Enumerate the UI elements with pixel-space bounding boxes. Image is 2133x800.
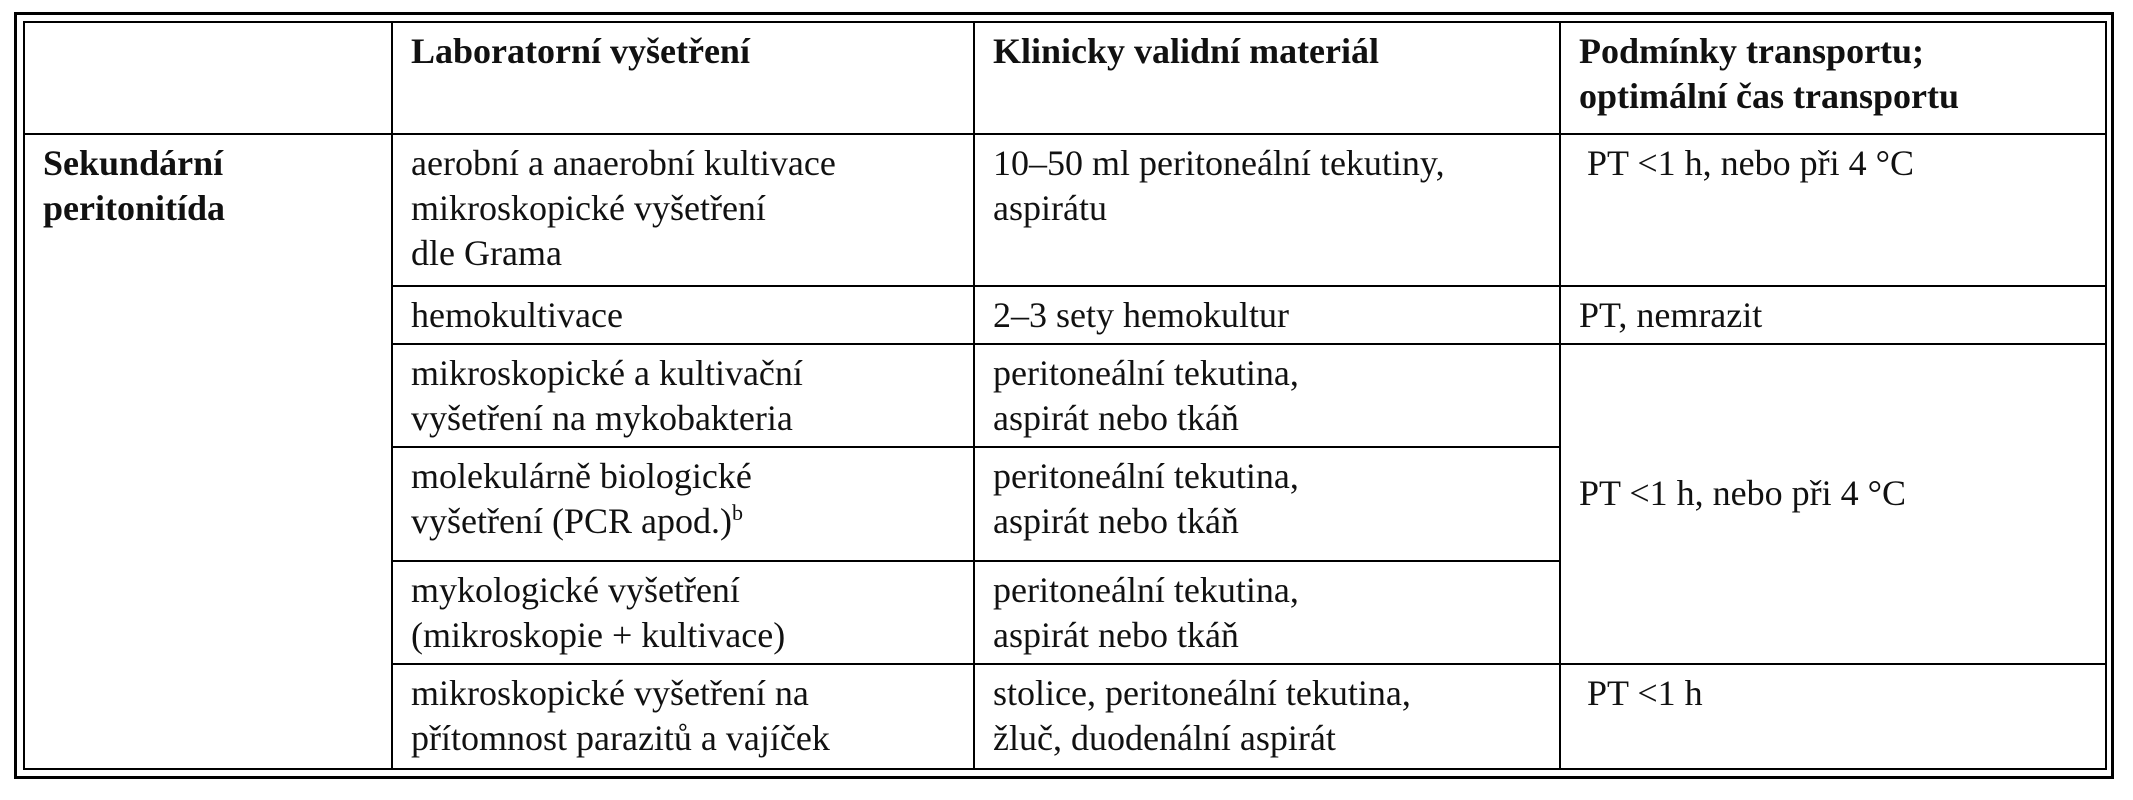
lab-table [23, 21, 2107, 770]
exam-line: přítomnost parazitů a vajíček [411, 718, 830, 759]
exam-line: mikroskopické vyšetření na [411, 673, 809, 714]
exam-line: mikroskopické a kultivační [411, 352, 803, 393]
transport-cell: PT <1 h, nebo při 4 °C [1560, 134, 2106, 286]
material-line: 2–3 sety hemokultur [993, 294, 1289, 335]
material-line: stolice, peritoneální tekutina, [993, 673, 1411, 714]
table-header-row [24, 22, 2106, 134]
diagnosis-line2: peritonitída [43, 187, 226, 228]
diagnosis-line1: Sekundární [43, 142, 224, 183]
material-line: aspirát nebo tkáň [993, 397, 1239, 438]
exam-cell [392, 664, 974, 769]
material-line: 10–50 ml peritoneální tekutiny, [993, 142, 1445, 183]
header-transport-line1: Podmínky transportu; [1579, 31, 1925, 71]
footnote-marker: b [731, 500, 743, 526]
diagnosis-cell [24, 134, 392, 769]
exam-line: aerobní a anaerobní kultivace [411, 142, 836, 183]
material-line: aspirát nebo tkáň [993, 614, 1239, 655]
exam-cell [392, 561, 974, 665]
exam-line: molekulárně biologické [411, 456, 752, 497]
exam-line: (mikroskopie + kultivace) [411, 614, 786, 655]
material-cell [974, 286, 1560, 344]
header-empty-cell [24, 22, 392, 134]
exam-line [411, 499, 955, 544]
exam-text: vyšetření (PCR apod.) [411, 501, 732, 542]
material-cell [974, 447, 1560, 561]
table-frame [14, 12, 2114, 779]
material-cell [974, 344, 1560, 448]
material-line: peritoneální tekutina, [993, 352, 1299, 393]
transport-merged-cell: PT <1 h, nebo při 4 °C [1560, 344, 2106, 665]
exam-line: vyšetření na mykobakteria [411, 397, 793, 438]
material-line: peritoneální tekutina, [993, 456, 1299, 497]
material-line: žluč, duodenální aspirát [993, 718, 1336, 759]
transport-cell: PT, nemrazit [1560, 286, 2106, 344]
material-line: aspirátu [993, 187, 1107, 228]
material-cell [974, 561, 1560, 665]
exam-line: mykologické vyšetření [411, 569, 740, 610]
exam-cell [392, 286, 974, 344]
transport-cell: PT <1 h [1560, 664, 2106, 769]
exam-cell [392, 344, 974, 448]
material-cell [974, 664, 1560, 769]
exam-cell [392, 134, 974, 286]
header-material: Klinicky validní materiál [974, 22, 1560, 134]
exam-cell [392, 447, 974, 561]
material-line: aspirát nebo tkáň [993, 501, 1239, 542]
header-lab-exam: Laboratorní vyšetření [392, 22, 974, 134]
material-cell [974, 134, 1560, 286]
material-line: peritoneální tekutina, [993, 569, 1299, 610]
exam-line: hemokultivace [411, 294, 623, 335]
table-row [24, 134, 2106, 286]
exam-line: mikroskopické vyšetření [411, 187, 766, 228]
header-transport [1560, 22, 2106, 134]
exam-line: dle Grama [411, 232, 562, 273]
header-transport-line2: optimální čas transportu [1579, 76, 1960, 116]
